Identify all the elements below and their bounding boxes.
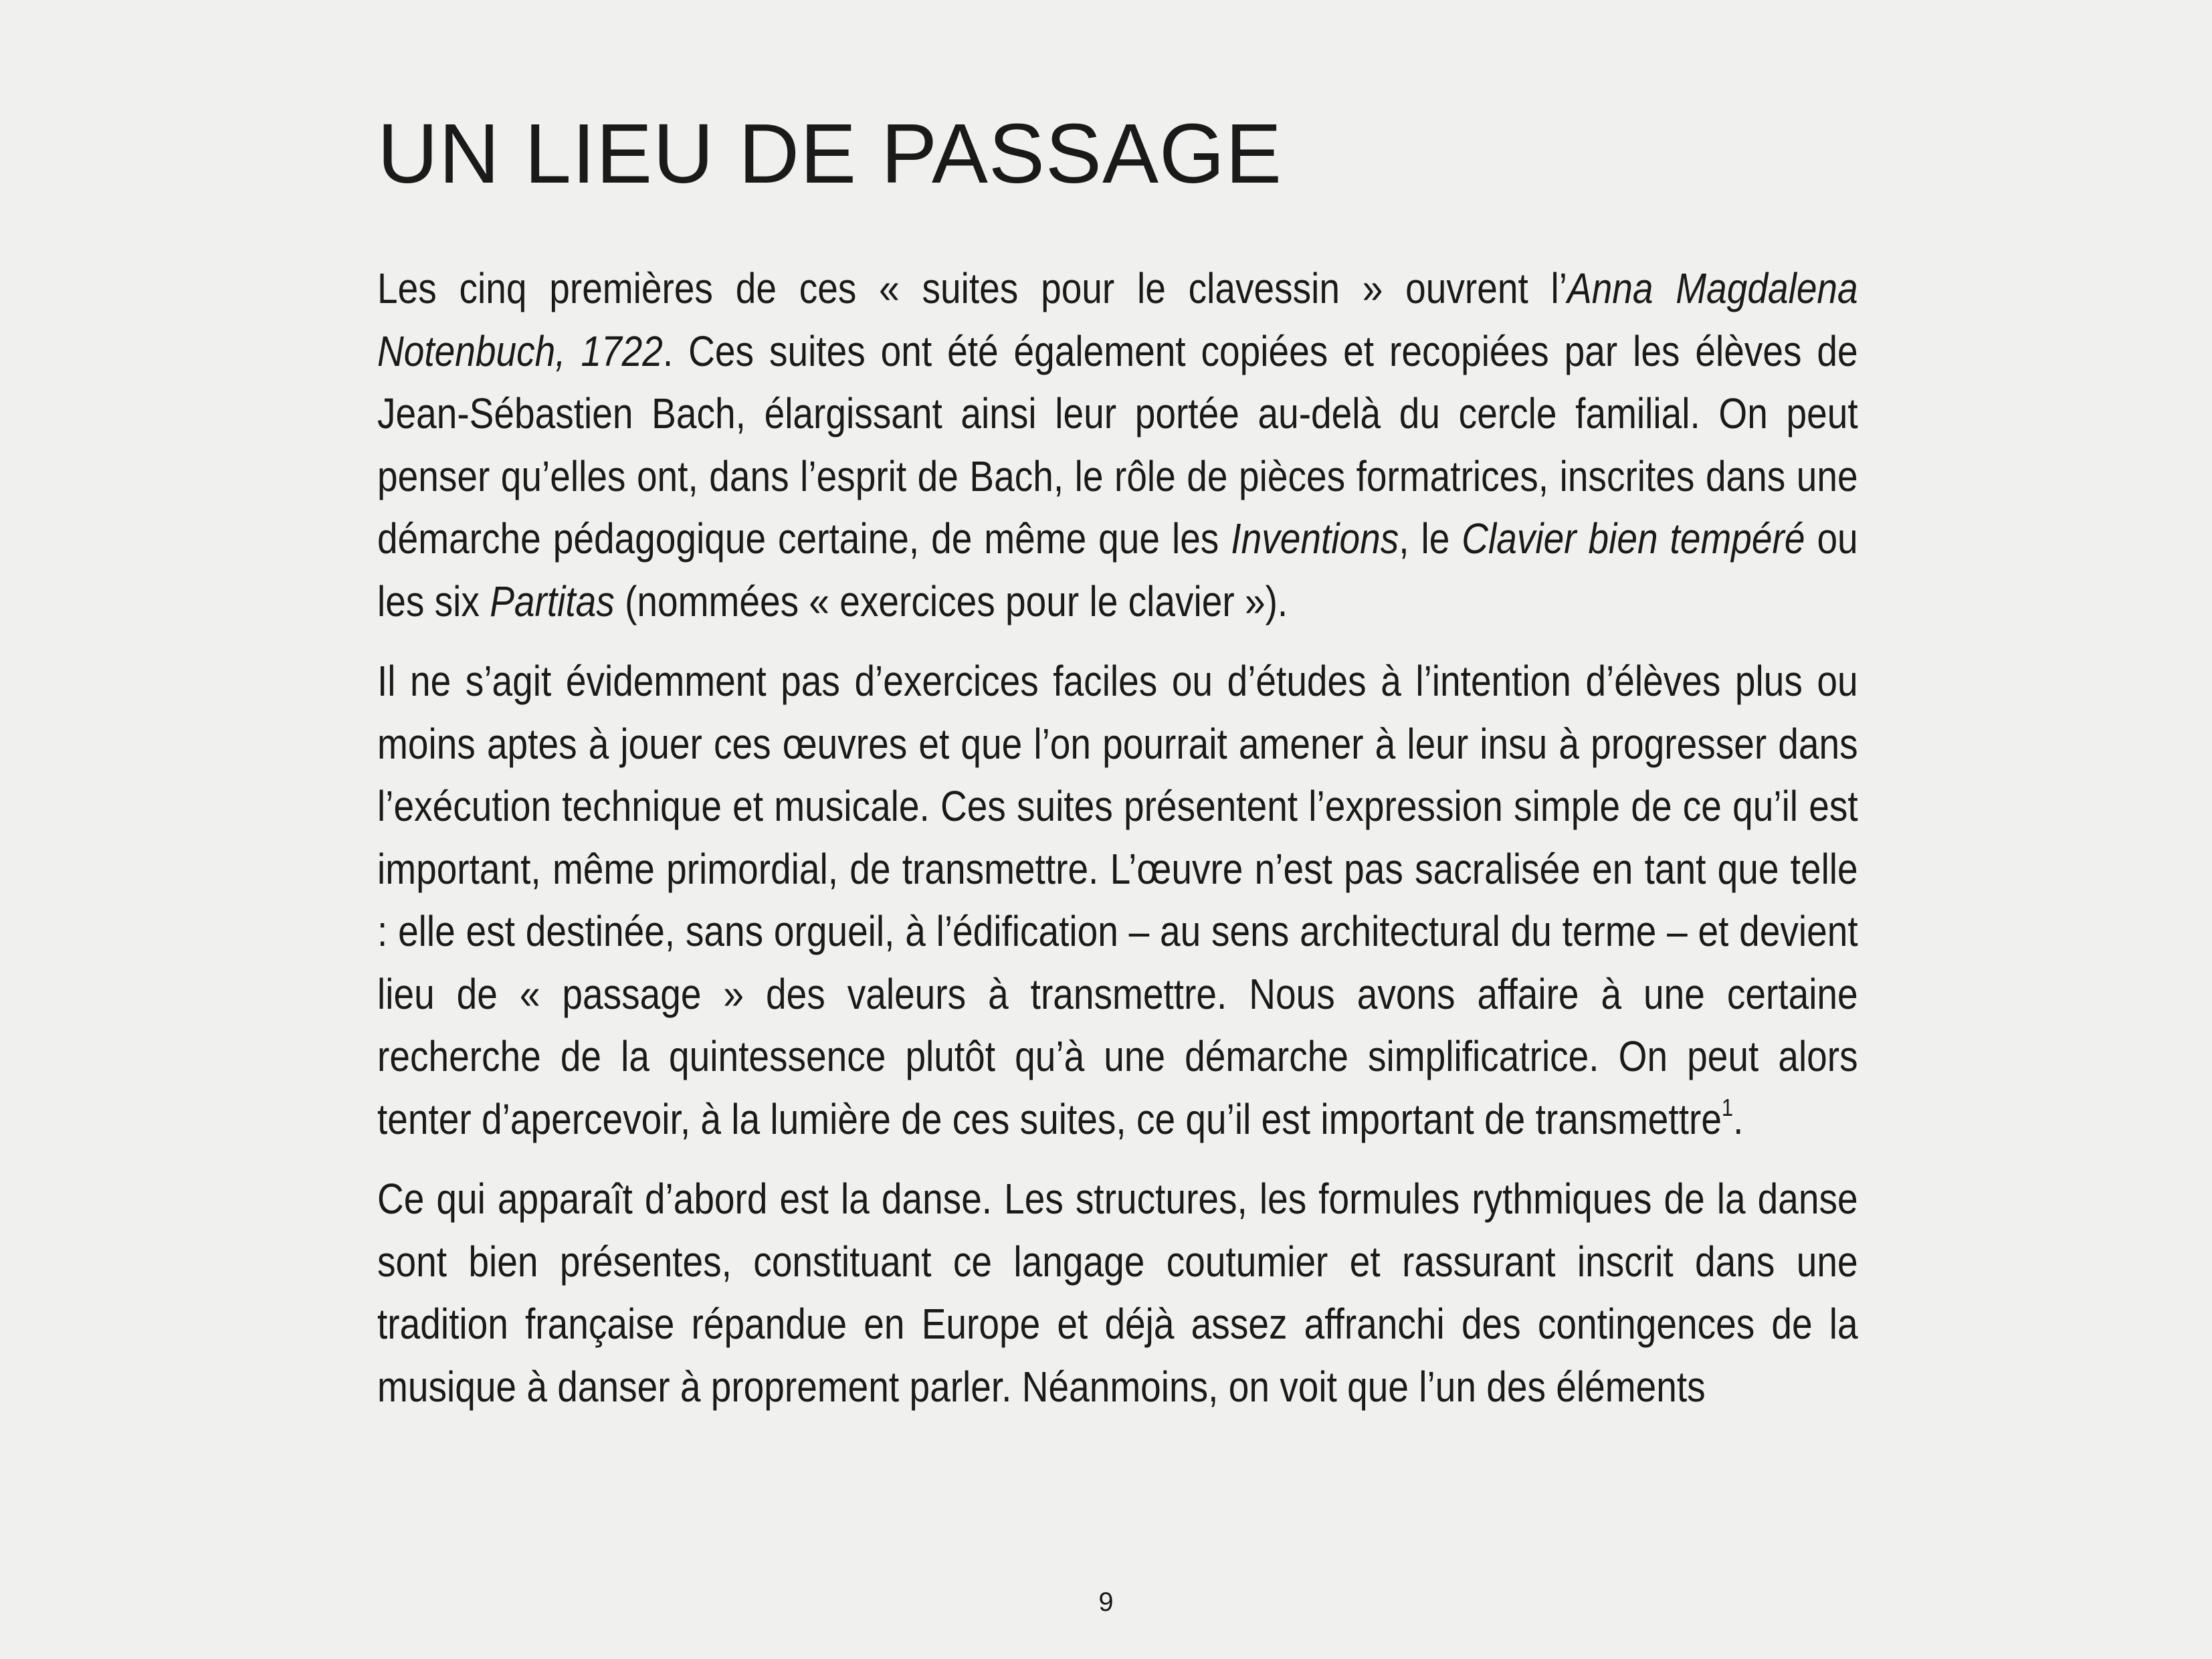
paragraph-text: ou les six bbox=[377, 514, 1858, 625]
paragraph-text: Ce qui apparaît d’abord est la danse. Les structures, les formules rythmiques de la danse sont bien présentes, constituant ce langage coutumier et rassurant inscrit dans une tradition française répandue en Europe et déjà assez affranchi des contingences de la musique à danser à proprement parler. Néanmoins, on voit que l’un des éléments bbox=[377, 1175, 1858, 1411]
paragraph-text: Les cinq premières de ces « suites pour le clavessin » ouvrent l’ bbox=[377, 264, 1567, 312]
work-title-inventions: Inventions bbox=[1231, 514, 1399, 563]
paragraph-text: , le bbox=[1399, 514, 1462, 563]
paragraph-text: Il ne s’agit évidemment pas d’exercices faciles ou d’études à l’intention d’élèves plus ou moins aptes à jouer ces œuvres et que l’on pourrait amener à leur insu à progresser dans l’exécution technique et musicale. Ces suites présentent l’expression simple de ce qu’il est important, même primordial, de transmettre. L’œuvre n’est pas sacralisée en tant que telle : elle est destinée, sans orgueil, à l’édification – au sens architectural du terme – et devient lieu de « passage » des valeurs à transmettre. Nous avons affaire à une certaine recherche de la quintessence plutôt qu’à une démarche simplificatrice. On peut alors tenter d’apercevoir, à la lumière de ces suites, ce qu’il est important de transmettre bbox=[377, 657, 1858, 1143]
paragraph-1 bbox=[377, 258, 1858, 633]
body-text bbox=[377, 258, 1858, 1436]
work-title-partitas: Partitas bbox=[490, 577, 615, 625]
paragraph-3 bbox=[377, 1168, 1858, 1418]
paragraph-text: (nommées « exercices pour le clavier »). bbox=[614, 577, 1288, 625]
paragraph-text: . bbox=[1733, 1094, 1744, 1143]
paragraph-text: . Ces suites ont été également copiées et recopiées par les élèves de Jean-Sébastien Bach, élargissant ainsi leur portée au-delà du cercle familial. On peut penser qu’elles ont, dans l’esprit de Bach, le rôle de pièces formatrices, inscrites dans une démarche pédagogique certaine, de même que les bbox=[377, 326, 1858, 563]
paragraph-2 bbox=[377, 650, 1858, 1151]
page-title: UN LIEU DE PASSAGE bbox=[377, 106, 1283, 201]
page-number: 9 bbox=[1098, 1587, 1114, 1617]
work-title-notenbuch: Anna Magdalena Notenbuch, 1722 bbox=[377, 264, 1858, 375]
work-title-clavier: Clavier bien tempéré bbox=[1462, 514, 1805, 563]
footnote-marker[interactable]: 1 bbox=[1721, 1094, 1734, 1122]
